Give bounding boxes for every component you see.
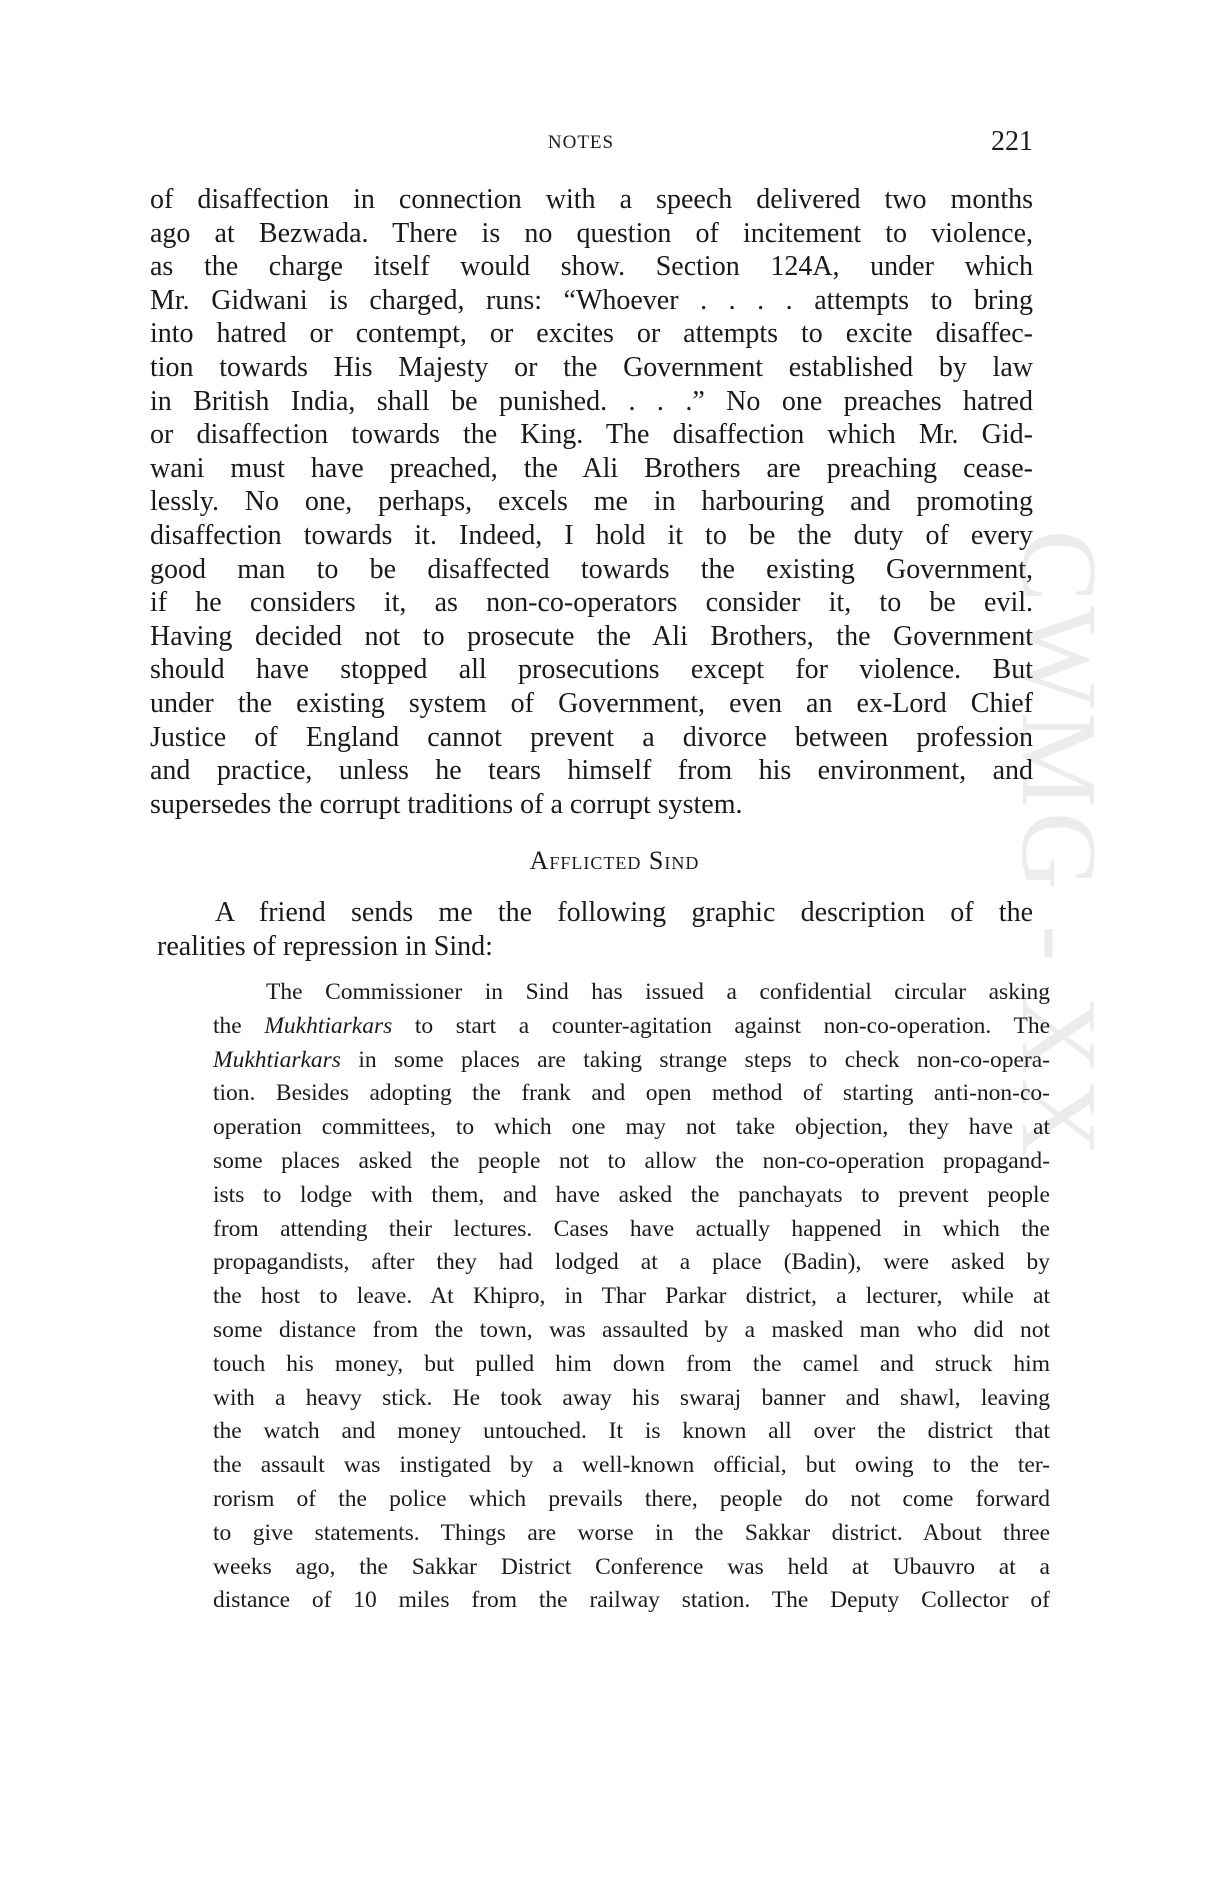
text-segment: The Commissioner in Sind has issued a confidential circular asking [266,979,1050,1005]
text-line [150,485,1033,519]
text-segment: ists to lodge with them, and have asked the panchayats to prevent people [213,1181,1050,1208]
text-segment: Having decided not to prosecute the Ali Brothers, the Government [150,620,1033,652]
page-number: 221 [991,126,1033,157]
text-line [150,620,1033,654]
section-heading: Afflicted Sind [529,846,700,875]
text-line [150,586,1033,620]
text-line [150,788,1033,822]
text-line [150,351,1033,385]
text-segment: some distance from the town, was assaulted by a masked man who did not [213,1316,1050,1343]
text-line [213,1145,1050,1179]
italic-term: Mukhtiarkars [213,1046,341,1073]
text-line [213,1111,1050,1145]
text-line [150,317,1033,351]
text-segment: good man to be disaffected towards the existing Government, [150,553,1033,585]
text-line [150,721,1033,755]
text-segment: the host to leave. At Khipro, in Thar Parkar district, a lecturer, while at [213,1283,1050,1310]
text-line [213,1314,1050,1348]
text-segment: and practice, unless he tears himself from his environment, and [150,755,1033,787]
text-line [150,653,1033,687]
text-segment: touch his money, but pulled him down from the camel and struck him [213,1350,1050,1377]
text-segment: Mr. Gidwani is charged, runs: “Whoever . . . . attempts to bring [150,284,1033,316]
text-segment: disaffection towards it. Indeed, I hold it to be the duty of every [150,519,1033,551]
text-line [213,1551,1050,1585]
text-segment: in British India, shall be punished. . . .” No one preaches hatred [150,385,1033,417]
text-segment: in some places are taking strange steps to check non-co-opera- [340,1046,1050,1073]
text-segment: or disaffection towards the King. The disaffection which Mr. Gid- [150,419,1033,451]
text-segment: as the charge itself would show. Section 124A, under which [150,251,1033,283]
text-segment: lessly. No one, perhaps, excels me in harbouring and promoting [150,486,1033,518]
text-line [150,418,1033,452]
text-line [150,217,1033,251]
block-quote [213,976,1050,1618]
text-line [157,930,1033,964]
text-line [213,1483,1050,1517]
text-line [213,1044,1050,1078]
text-segment: operation committees, to which one may not take objection, they have at [213,1114,1050,1141]
text-segment: distance of 10 miles from the railway station. The Deputy Collector of [213,1587,1050,1614]
text-line [150,183,1033,217]
text-segment: realities of repression in Sind: [157,931,493,962]
text-line [213,1382,1050,1416]
text-segment: to start a counter-agitation against non-co-operation. The [392,1012,1050,1039]
text-segment: wani must have preached, the Ali Brothers are preaching cease- [150,452,1033,484]
text-line [150,519,1033,553]
text-segment: of disaffection in connection with a speech delivered two months [150,184,1033,215]
text-line [150,250,1033,284]
text-line [157,896,1033,930]
text-line [213,1246,1050,1280]
text-line [150,553,1033,587]
text-segment: from attending their lectures. Cases have actually happened in which the [213,1215,1050,1242]
text-segment: A friend sends me the following graphic description of the [215,897,1033,928]
text-segment: tion. Besides adopting the frank and open method of starting anti-non-co- [213,1080,1050,1107]
main-body-paragraph [150,183,1033,821]
text-line [213,1213,1050,1247]
intro-paragraph [157,896,1033,964]
text-segment: the watch and money untouched. It is known all over the district that [213,1418,1050,1445]
text-segment: to give statements. Things are worse in the Sakkar district. About three [213,1519,1050,1546]
text-segment: rorism of the police which prevails there, people do not come forward [213,1485,1050,1512]
text-segment: under the existing system of Government, even an ex-Lord Chief [150,687,1033,719]
italic-term: Mukhtiarkars [264,1012,393,1039]
text-line [213,1348,1050,1382]
text-line [150,687,1033,721]
text-line [150,754,1033,788]
running-head: NOTES [547,132,615,153]
text-line [213,1077,1050,1111]
text-line [213,1280,1050,1314]
text-segment: the [213,1012,265,1039]
text-segment: with a heavy stick. He took away his swaraj banner and shawl, leaving [213,1384,1050,1411]
text-line [213,976,1050,1010]
text-segment: propagandists, after they had lodged at a place (Badin), were asked by [213,1249,1050,1276]
text-segment: some places asked the people not to allow the non-co-operation propagand- [213,1147,1050,1174]
text-line [213,1010,1050,1044]
text-segment: weeks ago, the Sakkar District Conference was held at Ubauvro at a [213,1553,1050,1580]
watermark-text: CWMG - XX [999,530,1118,1160]
text-segment: if he considers it, as non-co-operators consider it, to be evil. [150,587,1033,619]
text-line [213,1584,1050,1618]
text-segment: Justice of England cannot prevent a divorce between profession [150,721,1033,753]
text-line [150,284,1033,318]
text-line [150,452,1033,486]
text-line [150,385,1033,419]
text-segment: ago at Bezwada. There is no question of incitement to violence, [150,217,1033,249]
text-segment: supersedes the corrupt traditions of a corrupt system. [150,788,743,820]
text-segment: should have stopped all prosecutions except for violence. But [150,654,1033,686]
text-line [213,1179,1050,1213]
text-line [213,1517,1050,1551]
text-segment: tion towards His Majesty or the Government established by law [150,351,1033,383]
text-line [213,1449,1050,1483]
text-segment: into hatred or contempt, or excites or attempts to excite disaffec- [150,318,1033,350]
text-line [213,1415,1050,1449]
text-segment: the assault was instigated by a well-known official, but owing to the ter- [213,1452,1050,1479]
